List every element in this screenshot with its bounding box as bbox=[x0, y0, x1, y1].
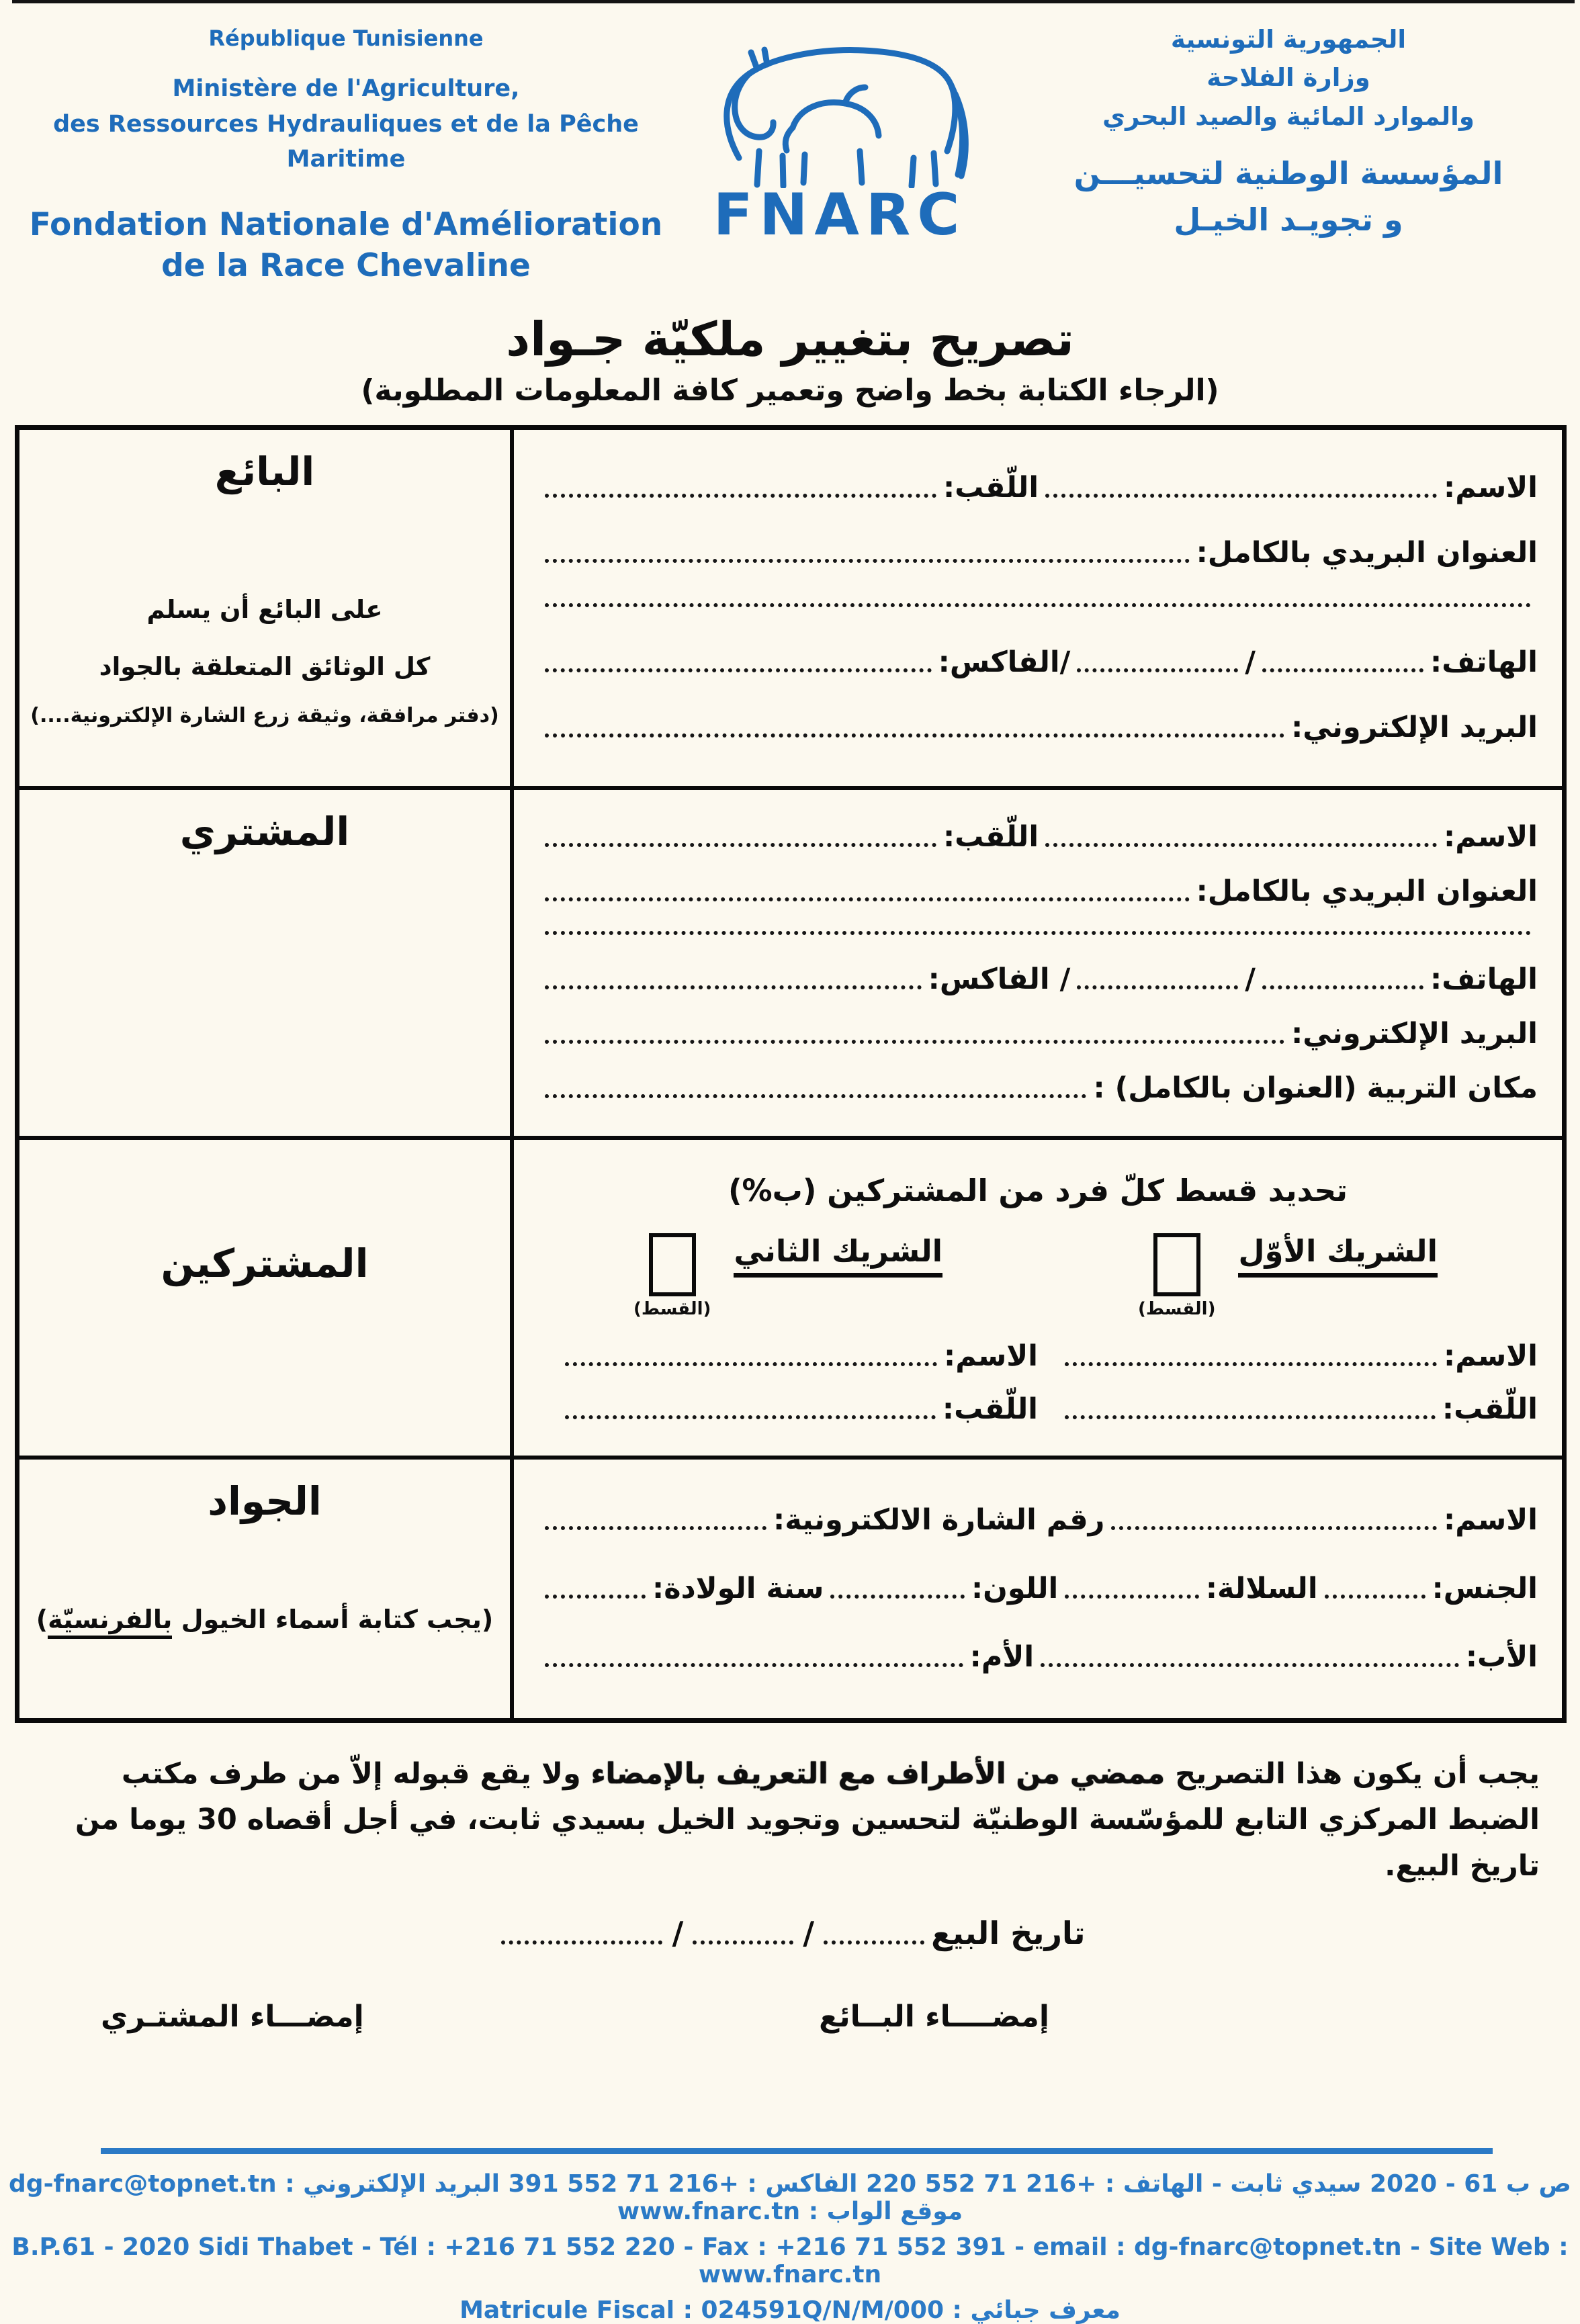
fiscal-id-french: Matricule Fiscal : 024591Q/N/M/000 : bbox=[459, 2296, 962, 2324]
seller-email-line bbox=[538, 711, 1538, 744]
ministry-line1-ar: وزارة الفلاحة bbox=[1206, 63, 1370, 93]
second-partner-title: الشريك الثاني bbox=[734, 1233, 942, 1278]
seller-address-line bbox=[538, 536, 1538, 570]
sale-date-line bbox=[353, 1915, 1227, 1951]
buyer-name-blank bbox=[1045, 842, 1437, 847]
buyer-fields-cell bbox=[514, 790, 1562, 1136]
notice-lead: يجب أن يكون هذا التصريح bbox=[1165, 1756, 1540, 1791]
horse-color-blank bbox=[830, 1593, 965, 1599]
letterhead-french bbox=[27, 20, 665, 286]
form-subtitle: (الرجاء الكتابة بخط واضح وتعمير كافة المعلومات المطلوبة) bbox=[361, 373, 1219, 408]
org-name-fr-line2: de la Race Chevaline bbox=[161, 247, 531, 284]
horse-parents-line bbox=[538, 1640, 1538, 1674]
second-partner-quota-wrap bbox=[633, 1233, 711, 1319]
horse-breed-label: السلالة: bbox=[1205, 1572, 1318, 1606]
first-partner-quota-wrap bbox=[1138, 1233, 1215, 1319]
second-partner-name-blank bbox=[565, 1361, 937, 1366]
second-partner-surname-label: اللّقب: bbox=[942, 1392, 1038, 1427]
seller-phone-blank2 bbox=[1077, 667, 1238, 672]
buyer-email-label: البريد الإلكتروني: bbox=[1291, 1017, 1538, 1051]
footer-contact-french: B.P.61 - 2020 Sidi Thabet - Tél : +216 71 552 220 - Fax : +216 71 552 391 - email : dg-fnarc@topnet.tn - Site Web : www.fnarc.tn bbox=[11, 2233, 1569, 2289]
horse-dam-label: الأم: bbox=[969, 1640, 1035, 1674]
buyer-phone-line bbox=[538, 963, 1538, 996]
fnarc-logo bbox=[665, 20, 1014, 249]
fiscal-id-arabic: معرف جبائي bbox=[970, 2296, 1121, 2324]
buyer-phone-blank2 bbox=[1077, 984, 1238, 989]
org-name-ar-line1: المؤسسة الوطنية لتحسيـــن bbox=[1073, 155, 1503, 192]
second-partner-header bbox=[538, 1233, 1038, 1319]
buyer-surname-label: اللّقب: bbox=[942, 819, 1039, 854]
horse-sire-blank bbox=[1041, 1662, 1459, 1667]
sale-date-separator2: / bbox=[672, 1915, 684, 1952]
seller-address-continuation bbox=[538, 602, 1538, 614]
buyer-surname-blank bbox=[545, 842, 936, 847]
seller-label-cell bbox=[19, 430, 514, 786]
fnarc-acronym: FNARC bbox=[713, 181, 967, 249]
buyer-breeding-blank bbox=[545, 1093, 1086, 1098]
acceptance-notice bbox=[47, 1751, 1540, 1889]
seller-phone-line bbox=[538, 645, 1538, 679]
footer-rule bbox=[101, 2148, 1493, 2154]
form-table bbox=[15, 425, 1567, 1723]
horse-chip-label: رقم الشارة الالكترونية: bbox=[773, 1503, 1105, 1537]
seller-surname-blank bbox=[545, 492, 936, 498]
buyer-phone-label: الهاتف: bbox=[1430, 962, 1538, 996]
first-partner-surname-label: اللّقب: bbox=[1442, 1392, 1538, 1427]
buyer-label-cell bbox=[19, 790, 514, 1136]
sale-date-month-blank bbox=[693, 1939, 793, 1945]
seller-name-blank bbox=[1045, 492, 1437, 498]
letterhead-arabic bbox=[1014, 20, 1563, 243]
buyer-email-blank bbox=[545, 1038, 1284, 1044]
buyer-fax-blank bbox=[545, 984, 922, 989]
republic-line-fr: République Tunisienne bbox=[208, 26, 484, 51]
buyer-heading: المشتري bbox=[179, 808, 350, 854]
buyer-signature-label: إمضـــاء المشتـري bbox=[101, 2000, 364, 2035]
horse-name-label: الاسم: bbox=[1444, 1503, 1538, 1537]
notice-emphasis: ممضي من الأطراف مع التعريف بالإمضاء bbox=[590, 1756, 1166, 1791]
horse-chip-blank bbox=[545, 1525, 766, 1530]
partners-row bbox=[19, 1136, 1562, 1456]
buyer-email-line bbox=[538, 1017, 1538, 1051]
buyer-address-line bbox=[538, 875, 1538, 908]
org-name-ar-line2: و تجويـد الخيـل bbox=[1174, 202, 1403, 238]
partners-heading: المشتركين bbox=[161, 1240, 369, 1286]
horse-dam-blank bbox=[545, 1662, 963, 1667]
horse-row bbox=[19, 1456, 1562, 1718]
seller-address-label: العنوان البريدي بالكامل: bbox=[1196, 536, 1538, 570]
buyer-address-blank2 bbox=[545, 930, 1531, 935]
first-partner-quota-caption: (القسط) bbox=[1138, 1299, 1216, 1320]
first-partner-quota-box bbox=[1153, 1233, 1200, 1296]
sale-date-label: تاريخ البيع bbox=[931, 1915, 1086, 1952]
first-partner-surname-blank bbox=[1065, 1414, 1436, 1419]
buyer-address-blank bbox=[545, 896, 1190, 901]
second-partner-surname-blank bbox=[565, 1414, 936, 1419]
signature-area bbox=[0, 2000, 1580, 2034]
horse-birth-year-label: سنة الولادة: bbox=[652, 1572, 824, 1606]
footer-contact-arabic: ص ب 61 - 2020 سيدي ثابت - الهاتف : +216 71 552 220 الفاكس : +216 71 552 391 البريد الإلكتروني : dg-fnarc@topnet.tn موقع الواب : www.fnarc.tn bbox=[9, 2170, 1571, 2226]
horse-breed-blank bbox=[1065, 1593, 1199, 1599]
buyer-breeding-line bbox=[538, 1071, 1538, 1105]
seller-note-line2: كل الوثائق المتعلقة بالجواد bbox=[99, 652, 431, 681]
buyer-breeding-label: مكان التربية (العنوان بالكامل) : bbox=[1093, 1071, 1538, 1106]
horse-sex-label: الجنس: bbox=[1432, 1572, 1538, 1606]
first-partner-header bbox=[1038, 1233, 1538, 1319]
horse-note-suffix: ) bbox=[36, 1604, 48, 1634]
seller-fax-label: /الفاكس: bbox=[938, 645, 1071, 679]
partners-label-cell bbox=[19, 1140, 514, 1456]
seller-email-label: البريد الإلكتروني: bbox=[1291, 711, 1538, 745]
horse-heading: الجواد bbox=[208, 1478, 322, 1524]
partners-fields-cell bbox=[514, 1140, 1562, 1456]
horse-birth-year-blank bbox=[545, 1593, 646, 1599]
seller-name-label: الاسم: bbox=[1444, 471, 1538, 505]
ministry-line1-fr: Ministère de l'Agriculture, bbox=[172, 75, 520, 102]
buyer-phone-blank1 bbox=[1262, 984, 1423, 989]
second-partner-quota-caption: (القسط) bbox=[633, 1299, 711, 1320]
buyer-address-continuation bbox=[538, 930, 1538, 942]
seller-address-blank bbox=[545, 557, 1190, 563]
seller-email-blank bbox=[545, 732, 1284, 738]
seller-fields-cell bbox=[514, 430, 1562, 786]
sale-date-separator1: / bbox=[803, 1915, 815, 1952]
second-partner-quota-box bbox=[649, 1233, 696, 1296]
horse-note-underlined: بالفرنسيّة bbox=[48, 1605, 172, 1639]
seller-surname-label: اللّقب: bbox=[942, 471, 1039, 505]
seller-note-line1: على البائع أن يسلم bbox=[146, 594, 383, 624]
first-partner-name bbox=[1038, 1339, 1538, 1373]
seller-phone-label: الهاتف: bbox=[1430, 645, 1538, 679]
horse-sire-label: الأب: bbox=[1465, 1640, 1538, 1674]
buyer-row bbox=[19, 786, 1562, 1136]
partners-name-line bbox=[538, 1339, 1538, 1373]
sale-date-year-blank bbox=[501, 1939, 662, 1945]
seller-address-blank2 bbox=[545, 602, 1531, 607]
seller-phone-separator: / bbox=[1245, 645, 1256, 679]
buyer-address-label: العنوان البريدي بالكامل: bbox=[1196, 875, 1538, 909]
sale-date-day-blank bbox=[824, 1939, 924, 1945]
partners-share-title: تحديد قسط كلّ فرد من المشتركين (ب%) bbox=[728, 1173, 1348, 1209]
horse-color-label: اللون: bbox=[971, 1572, 1059, 1606]
first-partner-title: الشريك الأوّل bbox=[1238, 1233, 1438, 1278]
seller-name-line bbox=[538, 471, 1538, 504]
seller-signature-label: إمضــــاء البــائع bbox=[819, 2000, 1049, 2035]
seller-heading: البائع bbox=[214, 448, 315, 494]
buyer-fax-label: / الفاكس: bbox=[928, 962, 1071, 996]
seller-fax-blank bbox=[545, 667, 932, 672]
seller-note-line3: (دفتر مرافقة، وثيقة زرع الشارة الإلكترونية....) bbox=[30, 703, 499, 727]
buyer-name-line bbox=[538, 820, 1538, 854]
horse-note bbox=[36, 1605, 494, 1634]
horse-description-line bbox=[538, 1572, 1538, 1605]
horse-name-blank bbox=[1111, 1525, 1437, 1530]
second-partner-name-label: الاسم: bbox=[944, 1339, 1038, 1373]
ministry-line2-ar: والموارد المائية والصيد البحري bbox=[1102, 101, 1475, 131]
first-partner-surname bbox=[1038, 1392, 1538, 1426]
scan-edge-artifact bbox=[12, 0, 1575, 3]
second-partner-surname bbox=[538, 1392, 1038, 1426]
horse-note-prefix: (يجب كتابة أسماء الخيول bbox=[172, 1604, 494, 1634]
horse-sex-blank bbox=[1325, 1593, 1425, 1599]
letterhead bbox=[0, 0, 1580, 286]
footer-fiscal-line bbox=[0, 2296, 1580, 2324]
org-name-fr-line1: Fondation Nationale d'Amélioration bbox=[29, 206, 663, 243]
first-partner-name-blank bbox=[1065, 1361, 1437, 1366]
ministry-line2-fr: des Ressources Hydrauliques et de la Pêche Maritime bbox=[53, 110, 639, 173]
buyer-phone-separator: / bbox=[1245, 962, 1256, 996]
partners-headers bbox=[538, 1233, 1538, 1319]
horse-name-line bbox=[538, 1503, 1538, 1537]
mare-and-foal-icon bbox=[692, 20, 988, 188]
republic-line-ar: الجمهورية التونسية bbox=[1170, 25, 1407, 54]
seller-row bbox=[19, 430, 1562, 786]
buyer-name-label: الاسم: bbox=[1444, 819, 1538, 854]
first-partner-name-label: الاسم: bbox=[1444, 1339, 1538, 1373]
seller-phone-blank1 bbox=[1262, 667, 1423, 672]
horse-fields-cell bbox=[514, 1460, 1562, 1718]
partners-surname-line bbox=[538, 1392, 1538, 1426]
notice-rest: ولا يقع قبوله إلاّ من طرف مكتب الضبط المركزي التابع للمؤسّسة الوطنيّة لتحسين وتجويد الخيل بسيدي ثابت، في أجل أقصاه 30 يوما من تاريخ البيع. bbox=[75, 1756, 1540, 1883]
second-partner-name bbox=[538, 1339, 1038, 1373]
horse-label-cell bbox=[19, 1460, 514, 1718]
form-title: تصريح بتغيير ملكيّة جـواد bbox=[506, 311, 1074, 367]
